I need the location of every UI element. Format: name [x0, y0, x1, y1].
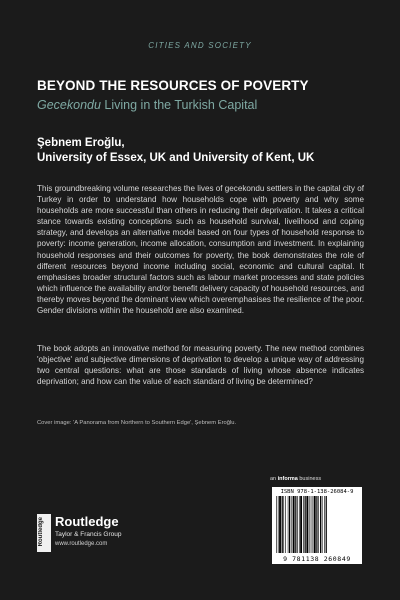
barcode-bar — [322, 496, 323, 553]
barcode-bar — [318, 496, 319, 553]
barcode-bar — [283, 496, 284, 553]
barcode-bar — [303, 496, 304, 553]
book-subtitle — [37, 98, 377, 112]
barcode-bar — [326, 496, 327, 553]
barcode-bar — [320, 496, 321, 553]
author-name: Şebnem Eroğlu, — [37, 137, 125, 149]
barcode-bar — [300, 496, 302, 553]
barcode-bar — [314, 496, 316, 553]
barcode-bar — [292, 496, 293, 553]
informa-bold: informa — [277, 476, 298, 482]
barcode-bar — [299, 496, 300, 553]
barcode-bar — [316, 496, 317, 553]
barcode-bar — [309, 496, 310, 553]
barcode-bar — [305, 496, 306, 553]
barcode-bar — [293, 496, 295, 553]
subtitle-rest: Living in the Turkish Capital — [100, 98, 258, 112]
barcode-bar — [279, 496, 281, 553]
barcode-bars — [276, 496, 358, 553]
barcode-bar — [297, 496, 298, 553]
barcode-bar — [278, 496, 279, 553]
barcode-bar — [288, 496, 289, 553]
publisher-url: www.routledge.com — [55, 541, 108, 547]
barcode-bar — [289, 496, 290, 553]
logo-mark-text: Routledge — [38, 517, 44, 547]
barcode-bar — [282, 496, 283, 553]
publisher-group: Taylor & Francis Group — [55, 531, 122, 538]
barcode-bar — [311, 496, 312, 553]
barcode-bar — [276, 496, 277, 553]
barcode-bar — [313, 496, 314, 553]
informa-suffix: business — [297, 476, 322, 482]
book-title: BEYOND THE RESOURCES OF POVERTY — [37, 78, 309, 93]
isbn-barcode — [272, 487, 362, 564]
barcode-bar — [285, 496, 286, 553]
author-block — [37, 136, 377, 166]
cover-credit: Cover image: 'A Panorama from Northern to Southern Edge', Şebnem Eroğlu. — [37, 420, 237, 426]
isbn-digits: 9 781138 260849 — [283, 555, 351, 563]
routledge-logo-mark — [37, 514, 51, 552]
isbn-label: ISBN 978-1-138-26084-9 — [280, 489, 354, 495]
blurb-paragraph-1: This groundbreaking volume researches the lives of gecekondu settlers in the capital city of Turkey in order to understand how households cope with poverty and why some households are more successful than others in reducing their deprivation. It takes a critical stance towards existing conceptions such as household survival, livelihood and coping strategy, and develops an alternative model based on four types of household response to poverty: income generation, income allocation, consumption and investment. In explaining household responses and their outcomes for poverty, the book demonstrates the role of different resources beyond income including social, economic and cultural capital. It emphasises broader structural factors such as labour market processes and state policies which influence the availability and/or benefit delivery capacity of household resources, and thereby moves beyond the dominant view which overemphasises the resilience of the poor. Gender divisions within the household are also examined. — [37, 184, 364, 316]
subtitle-italic: Gecekondu — [37, 98, 101, 112]
informa-business-label — [270, 476, 370, 482]
author-affiliation: University of Essex, UK and University of Kent, UK — [37, 152, 315, 164]
informa-prefix: an — [270, 476, 278, 482]
barcode-bar — [306, 496, 308, 553]
barcode-bar — [324, 496, 325, 553]
barcode-bar — [295, 496, 296, 553]
series-name: CITIES AND SOCIETY — [148, 41, 252, 50]
publisher-name: Routledge — [55, 514, 119, 529]
blurb-paragraph-2: The book adopts an innovative method for measuring poverty. The new method combines 'objective' and subjective dimensions of deprivation to develop a unique way of addressing two central questions: what are those standards of living whose absence indicates deprivation; and how can the value of each standard of living be determined? — [37, 344, 364, 387]
